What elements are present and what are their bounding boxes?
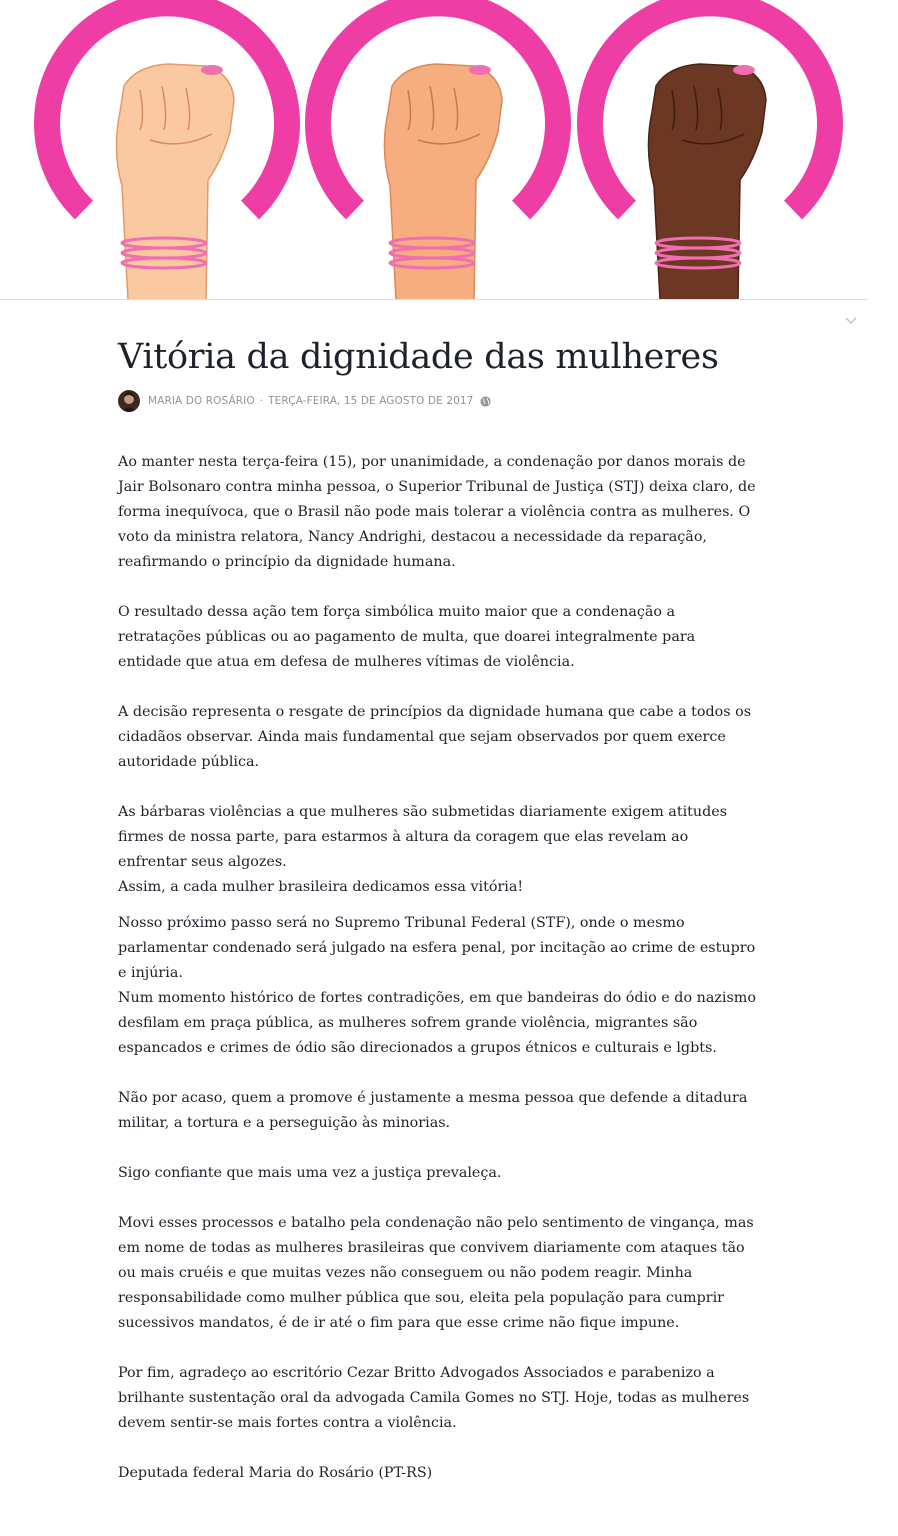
publish-date[interactable]: TERÇA-FEIRA, 15 DE AGOSTO DE 2017 <box>268 395 474 407</box>
paragraph: O resultado dessa ação tem força simbólica muito maior que a condenação a retratações públicas ou ao pagamento de multa, que doarei integralmente para entidade que atua em defesa de mulheres vítimas de violência. <box>118 604 696 670</box>
paragraph: Deputada federal Maria do Rosário (PT-RS) <box>118 1465 433 1481</box>
paragraph: Num momento histórico de fortes contradições, em que bandeiras do ódio e do nazismo desfilam em praça pública, as mulheres sofrem grande violência, migrantes são espancados e crimes de ódio são direcionados a grupos étnicos e culturais e lgbts. <box>118 990 756 1056</box>
byline <box>118 389 491 413</box>
paragraph: Nosso próximo passo será no Supremo Tribunal Federal (STF), onde o mesmo parlamentar condenado será julgado na esfera penal, por incitação ao crime de estupro e injúria. <box>118 915 756 981</box>
paragraph: Assim, a cada mulher brasileira dedicamos essa vitória! <box>118 879 524 895</box>
paragraph: Movi esses processos e batalho pela condenação não pelo sentimento de vingança, mas em nome de todas as mulheres brasileiras que convivem diariamente com ataques tão ou mais cruéis e que muitas vezes não conseguem ou não podem reagir. Minha responsabilidade como mulher pública que sou, eleita pela população para cumprir sucessivos mandatos, é de ir até o fim para que esse crime não fique impune. <box>118 1215 754 1331</box>
chevron-down-icon[interactable] <box>843 314 859 326</box>
paragraph: As bárbaras violências a que mulheres são submetidas diariamente exigem atitudes firmes de nossa parte, para estarmos à altura da coragem que elas revelam ao enfrentar seus algozes. <box>118 804 728 870</box>
author-name[interactable]: MARIA DO ROSÁRIO <box>148 395 255 407</box>
byline-separator: · <box>259 395 264 407</box>
cover-divider <box>0 299 868 300</box>
fist-symbol-dark <box>590 3 830 300</box>
author-avatar[interactable] <box>118 390 140 412</box>
cover-image <box>0 0 868 300</box>
fist-symbol-medium <box>318 3 558 300</box>
paragraph: Não por acaso, quem a promove é justamente a mesma pessoa que defende a ditadura militar, a tortura e a perseguição às minorias. <box>118 1090 748 1131</box>
globe-icon <box>480 396 491 407</box>
paragraph: Por fim, agradeço ao escritório Cezar Britto Advogados Associados e parabenizo a brilhante sustentação oral da advogada Camila Gomes no STJ. Hoje, todas as mulheres devem sentir-se mais fortes contra a violência. <box>118 1365 750 1431</box>
paragraph: Ao manter nesta terça-feira (15), por unanimidade, a condenação por danos morais de Jair Bolsonaro contra minha pessoa, o Superior Tribunal de Justiça (STJ) deixa claro, de forma inequívoca, que o Brasil não pode mais tolerar a violência contra as mulheres. O voto da ministra relatora, Nancy Andrighi, destacou a necessidade da reparação, reafirmando o princípio da dignidade humana. <box>118 454 756 570</box>
paragraph: Sigo confiante que mais uma vez a justiça prevaleça. <box>118 1165 502 1181</box>
paragraph: A decisão representa o resgate de princípios da dignidade humana que cabe a todos os cidadãos observar. Ainda mais fundamental que sejam observados por quem exerce autoridade pública. <box>118 704 752 770</box>
fist-symbol-light <box>47 3 287 300</box>
article-title: Vitória da dignidade das mulheres <box>118 337 719 377</box>
